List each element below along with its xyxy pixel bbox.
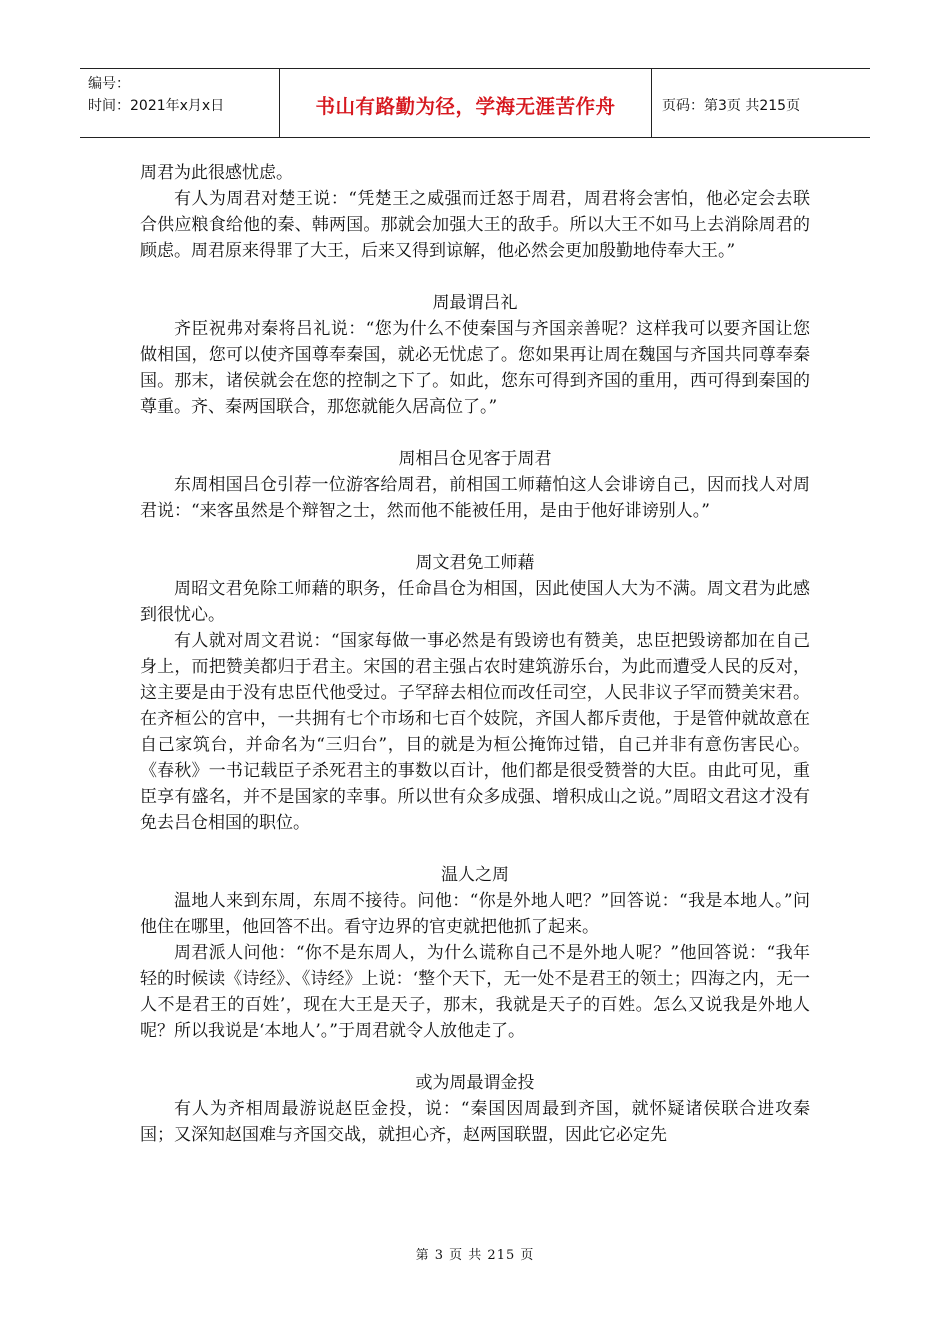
page-footer: 第 3 页 共 215 页 <box>415 1248 535 1263</box>
paragraph: 有人就对周文君说：“国家每做一事必然是有毁谤也有赞美，忠臣把毁谤都加在自己身上，而把赞美都归于君主。宋国的君主强占农时建筑游乐台，为此而遭受人民的反对，这主要是由于没有忠臣代他受过。子罕辞去相位而改任司空，人民非议子罕而赞美宋君。在齐桓公的宫中，一共拥有七个市场和七百个妓院，齐国人都斥责他，于是管仲就故意在自己家筑台，并命名为“三归台”，目的就是为桓公掩饰过错，自己并非有意伤害民心。《春秋》一书记载臣子杀死君主的事数以百计，他们都是很受赞誉的大臣。由此可见，重臣享有盛名，并不是国家的幸事。所以世有众多成强、增积成山之说。”周昭文君这才没有免去吕仓相国的职位。 <box>140 631 810 833</box>
paragraph: 周君为此很感忧虑。 <box>140 163 293 183</box>
document-number-label: 编号： <box>88 76 130 92</box>
page-header <box>80 68 870 138</box>
section-title: 周文君免工师藉 <box>415 553 535 573</box>
paragraph: 有人为周君对楚王说：“凭楚王之威强而迁怒于周君，周君将会害怕，他必定会去联合供应粮食给他的秦、韩两国。那就会加强大王的敌手。所以大王不如马上去消除周君的顾虑。周君原来得罪了大王，后来又得到谅解，他必然会更加殷勤地侍奉大王。” <box>140 189 810 261</box>
paragraph: 周君派人问他：“你不是东周人，为什么谎称自己不是外地人呢？”他回答说：“我年轻的时候读《诗经》、《诗经》上说：‘整个天下，无一处不是君王的领土；四海之内，无一人不是君王的百姓’，现在大王是天子，那末，我就是天子的百姓。怎么又说我是外地人呢？所以我说是‘本地人’。”于周君就令人放他走了。 <box>140 943 810 1041</box>
paragraph: 周昭文君免除工师藉的职务，任命昌仓为相国，因此使国人大为不满。周文君为此感到很忧心。 <box>140 579 810 625</box>
document-date-label: 时间：2021年x月x日 <box>88 98 225 114</box>
section-title: 或为周最谓金投 <box>415 1073 535 1093</box>
header-page-number: 页码：第3页 共215页 <box>662 98 801 114</box>
document-body <box>140 160 810 1148</box>
section-title: 周最谓吕礼 <box>432 293 518 313</box>
header-motto: 书山有路勤为径，学海无涯苦作舟 <box>280 69 652 137</box>
header-meta <box>80 69 280 137</box>
paragraph: 温地人来到东周，东周不接待。问他：“你是外地人吧？”回答说：“我是本地人。”问他住在哪里，他回答不出。看守边界的官吏就把他抓了起来。 <box>140 891 810 937</box>
paragraph: 东周相国吕仓引荐一位游客给周君，前相国工师藉怕这人会诽谤自己，因而找人对周君说：“来客虽然是个辩智之士，然而他不能被任用，是由于他好诽谤别人。” <box>140 475 810 521</box>
section-title: 温人之周 <box>441 865 509 885</box>
paragraph: 有人为齐相周最游说赵臣金投，说：“秦国因周最到齐国，就怀疑诸侯联合进攻秦国；又深知赵国难与齐国交战，就担心齐，赵两国联盟，因此它必定先 <box>140 1099 810 1145</box>
paragraph: 齐臣祝弗对秦将吕礼说：“您为什么不使秦国与齐国亲善呢？这样我可以要齐国让您做相国，您可以使齐国尊奉秦国，就必无忧虑了。您如果再让周在魏国与齐国共同尊奉秦国。那末，诸侯就会在您的控制之下了。如此，您东可得到齐国的重用，西可得到秦国的尊重。齐、秦两国联合，那您就能久居高位了。” <box>140 319 810 417</box>
section-title: 周相吕仓见客于周君 <box>398 449 552 469</box>
